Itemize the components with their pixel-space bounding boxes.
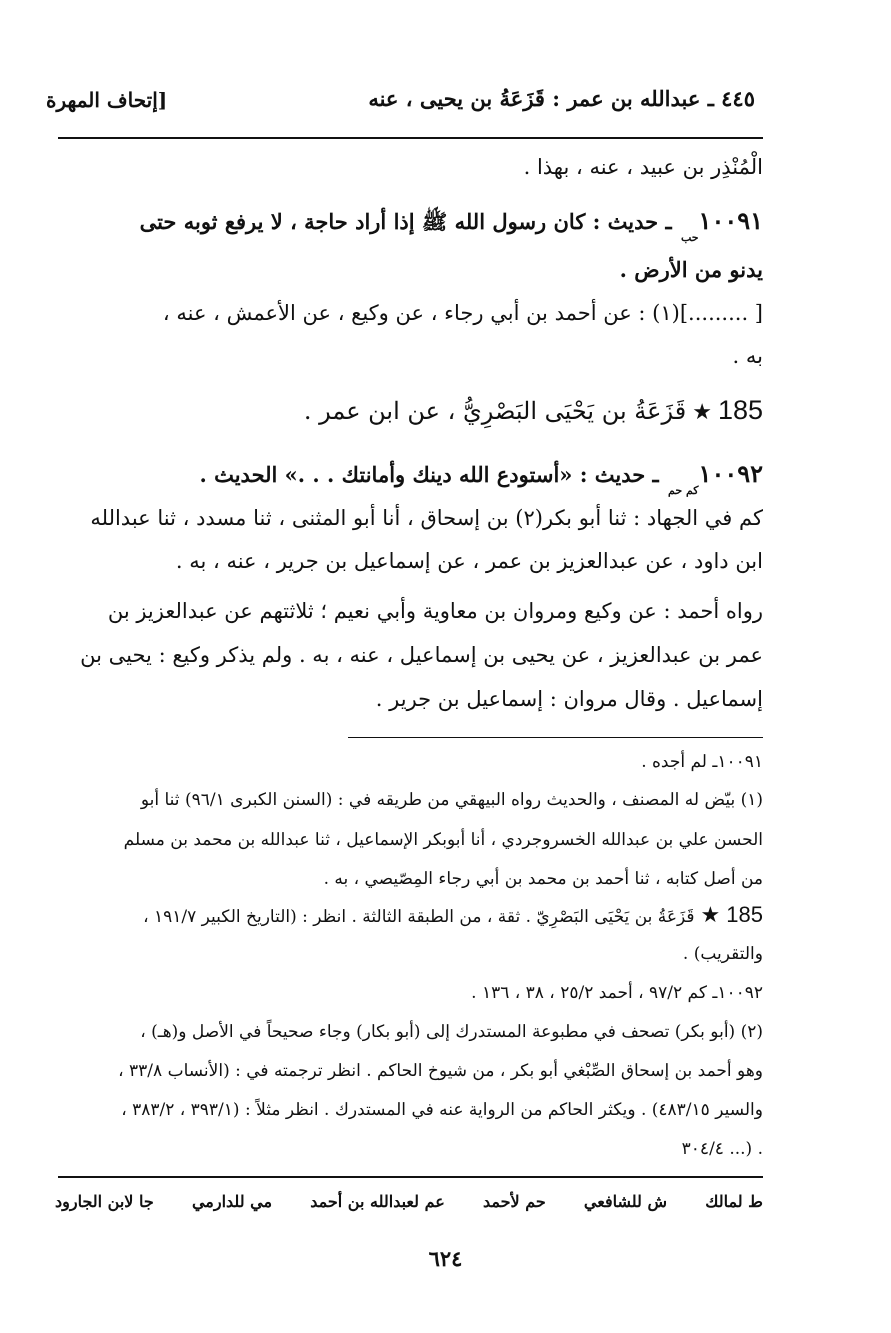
- text-line: [ .........](١) : عن أحمد بن أبي رجاء ، عن وكيع ، عن الأعمش ، عنه ،: [162, 301, 763, 325]
- abbreviation: ط لمالك: [705, 1192, 763, 1211]
- text-line: عمر بن عبدالعزيز ، عن يحيى بن إسماعيل ، عنه ، به . ولم يذكر وكيع : يحيى بن: [80, 643, 763, 667]
- abbreviations-rule: [58, 1176, 763, 1178]
- abbreviation: جا لابن الجارود: [55, 1192, 154, 1211]
- abbreviation: مي للدارمي: [191, 1192, 273, 1211]
- footnote-rule: [348, 737, 763, 738]
- hadith-text: ـ حديث : «أستودع الله دينك وأمانتك . . .» الحديث .: [199, 462, 659, 487]
- text-line: به .: [732, 344, 763, 368]
- text-line: الْمُنْذِر بن عبيد ، عنه ، بهذا .: [523, 155, 763, 179]
- footnote-line: ١٠٠٩١ـ لم أجده .: [641, 752, 763, 772]
- footnote-text: قَزَعَةُ بن يَحْيَى البَصْرِيّ . ثقة ، من الطبقة الثالثة . انظر : (التاريخ الكبير ١٩١/٧ ،: [143, 907, 695, 927]
- abbreviation: ش للشافعي: [583, 1192, 668, 1211]
- running-header-book: [إتحاف المهرة: [46, 88, 168, 112]
- text-line: رواه أحمد : عن وكيع ومروان بن معاوية وأبي نعيم ؛ ثلاثتهم عن عبدالعزيز بن: [107, 599, 763, 623]
- abbreviation: عم لعبدالله بن أحمد: [310, 1192, 445, 1211]
- hadith-number: ١٠٠٩١: [698, 206, 763, 235]
- footnote-entry-line: [55, 902, 763, 928]
- page-number: ٦٢٤: [428, 1246, 463, 1271]
- footnote-line: الحسن علي بن عبدالله الخسروجردي ، أنا أبوبكر الإسماعيل ، ثنا عبدالله بن محمد بن مسلم: [123, 830, 763, 850]
- footnote-line: من أصل كتابه ، ثنا أحمد بن محمد بن أبي رجاء المِصّيصي ، به .: [323, 869, 763, 889]
- text-line: كم في الجهاد : ثنا أبو بكر(٢) بن إسحاق ، أنا أبو المثنى ، ثنا مسدد ، ثنا عبدالله: [90, 506, 763, 530]
- text-line: إسماعيل . وقال مروان : إسماعيل بن جرير .: [375, 687, 763, 711]
- running-header-title: ٤٤٥ ـ عبدالله بن عمر : قَزَعَةُ بن يحيى ، عنه: [368, 86, 755, 111]
- star-icon: ★: [700, 903, 721, 928]
- footnote-line: ٣٠٤/٤ ...) .: [681, 1139, 763, 1159]
- text-line: ابن داود ، عن عبدالعزيز بن عمر ، عن إسماعيل بن جرير ، عنه ، به .: [175, 549, 763, 573]
- hadith-10092-line: [55, 459, 763, 497]
- hadith-10091-line: [55, 206, 763, 244]
- footnote-line: والتقريب) .: [682, 944, 763, 964]
- header-rule: [58, 137, 763, 139]
- entry-number: 185: [717, 395, 763, 425]
- footnote-line: وهو أحمد بن إسحاق الصِّبْغي أبو بكر ، من شيوخ الحاكم . انظر ترجمته في : (الأنساب ٣٣/٨ ،: [118, 1061, 763, 1081]
- narrator-entry-heading: [55, 395, 763, 426]
- entry-number: 185: [726, 902, 763, 927]
- abbreviations-legend: [55, 1192, 763, 1211]
- footnote-line: (١) بيّض له المصنف ، والحديث رواه البيهقي من طريقه في : (السنن الكبرى ٩٦/١) ثنا أبو: [140, 790, 763, 810]
- hadith-number: ١٠٠٩٢: [698, 459, 763, 488]
- footnote-line: (٢) (أبو بكر) تصحف في مطبوعة المستدرك إلى (أبو بكار) وجاء صحيحاً في الأصل و(هـ) ،: [140, 1022, 763, 1042]
- footnote-line: والسير ٤٨٣/١٥) . ويكثر الحاكم من الرواية عنه في المستدرك . انظر مثلاً : (٣٩٣/١ ، ٣٨٣/٢ ،: [121, 1100, 763, 1120]
- abbreviation: حم لأحمد: [482, 1192, 546, 1211]
- text-line: يدنو من الأرض .: [619, 257, 763, 282]
- hadith-sigla: كم حم: [668, 484, 699, 497]
- entry-text: قَزَعَةُ بن يَحْيَى البَصْرِيُّ ، عن ابن عمر .: [303, 397, 687, 425]
- hadith-text: ـ حديث : كان رسول الله ﷺ إذا أراد حاجة ، لا يرفع ثوبه حتى: [139, 209, 672, 234]
- hadith-sigla: حب: [680, 231, 699, 244]
- star-icon: ★: [692, 400, 712, 425]
- footnote-line: ١٠٠٩٢ـ كم ٩٧/٢ ، أحمد ٢٥/٢ ، ٣٨ ، ١٣٦ .: [471, 983, 763, 1003]
